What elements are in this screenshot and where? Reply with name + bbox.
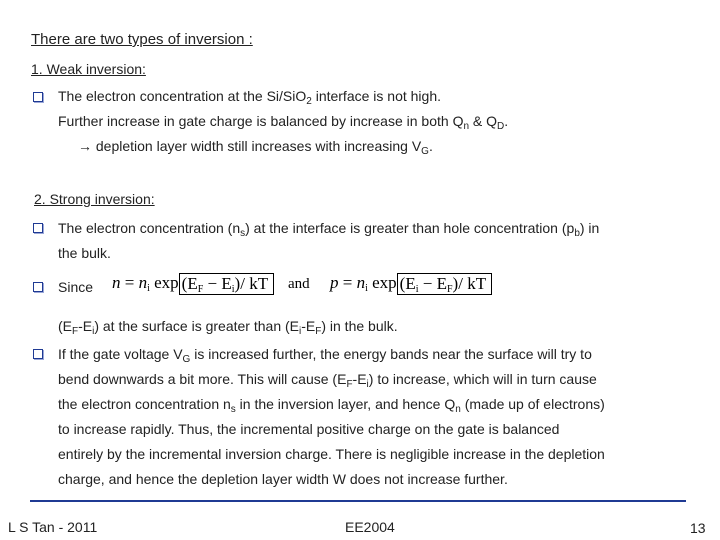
strong-bullet3-line-4: to increase rapidly. Thus, the incremental positive charge on the gate is balanced <box>58 421 560 437</box>
bullet-square-icon <box>33 92 43 102</box>
weak-bullet-line-3: → depletion layer width still increases with increasing $V_G$. <box>78 138 433 157</box>
strong-bullet3-line-5: entirely by the incremental inversion charge. There is negligible increase in the depletion <box>58 446 605 462</box>
strong-bullet1-line-1: The electron concentration $(n_s)$ at the interface is greater than hole concentration $(p_b)$ in <box>58 220 600 239</box>
page-number: 13 <box>690 520 706 536</box>
and-label: and <box>288 276 310 292</box>
right-arrow-icon: → <box>78 138 92 154</box>
strong-bullet1-line-2: the bulk. <box>58 245 111 261</box>
slide-heading: There are two types of inversion : <box>31 31 253 48</box>
bullet-square-icon <box>33 349 43 359</box>
strong-bullet3-line-3: the electron concentration $n_s$ in the inversion layer, and hence $Q_n$ (made up of electrons) <box>58 396 605 415</box>
weak-bullet-line-1: The electron concentration at the Si/SiO$_2$ interface is not high. <box>58 88 441 107</box>
strong-bullet2-conclusion: $(E_F-E_i)$ at the surface is greater than $(E_i-E_F)$ in the bulk. <box>58 318 398 337</box>
section-1-title: 1. Weak inversion: <box>31 61 146 77</box>
weak-bullet-line-2: Further increase in gate charge is balanced by increase in both $Q_n$ & $Q_D$. <box>58 113 509 132</box>
strong-bullet3-line-2: bend downwards a bit more. This will cause $(E_F-E_i)$ to increase, which will in turn cause <box>58 371 597 390</box>
section-2-title: 2. Strong inversion: <box>34 191 155 207</box>
since-label: Since <box>58 279 94 295</box>
strong-bullet3-line-1: If the gate voltage $V_G$ is increased further, the energy bands near the surface will try to <box>58 346 592 365</box>
footer-author: L S Tan - 2011 <box>8 519 98 535</box>
electron-equation: $n = n_i$ $\exp (E_F - E_i)/$ kT <box>112 273 274 295</box>
strong-bullet3-line-6: charge, and hence the depletion layer width W does not increase further. <box>58 471 508 487</box>
hole-equation: $p = n_i$ $\exp (E_i - E_F)/$ kT <box>330 273 492 295</box>
bullet-square-icon <box>33 223 43 233</box>
bullet-square-icon <box>33 282 43 292</box>
footer-course: EE2004 <box>345 519 395 535</box>
footer-divider <box>30 500 686 502</box>
